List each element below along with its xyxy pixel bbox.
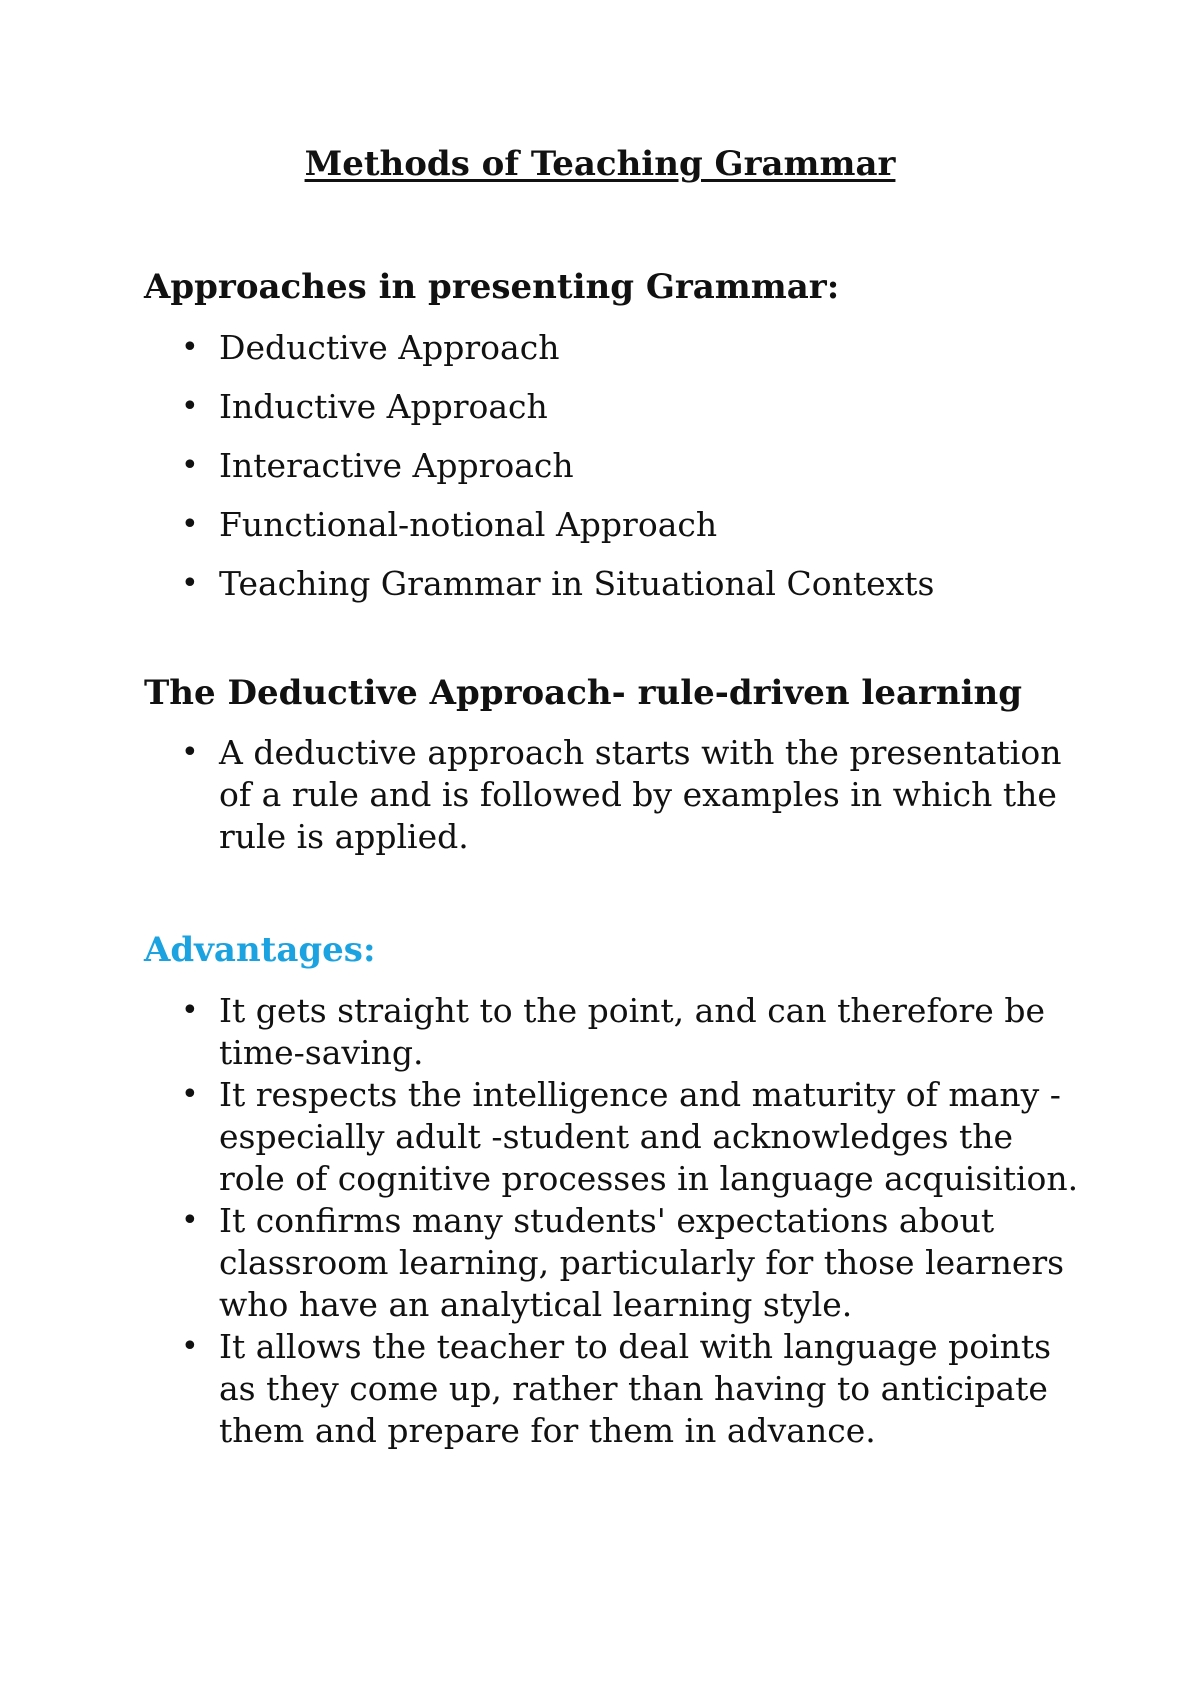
bullet-icon: • xyxy=(181,993,199,1028)
bullet-icon: • xyxy=(181,735,199,770)
deductive-list xyxy=(0,732,1200,858)
bullet-icon: • xyxy=(181,1203,199,1238)
bullet-icon: • xyxy=(181,448,199,483)
list-item-text: Teaching Grammar in Situational Contexts xyxy=(219,564,935,603)
bullet-icon: • xyxy=(181,566,199,601)
list-item-text: Deductive Approach xyxy=(219,328,560,367)
bullet-icon: • xyxy=(181,507,199,542)
bullet-icon: • xyxy=(181,1077,199,1112)
list-item xyxy=(0,445,1079,504)
list-item xyxy=(0,386,1079,445)
list-item xyxy=(0,1074,1079,1200)
list-item-text: It gets straight to the point, and can therefore be time-saving. xyxy=(219,991,1045,1072)
list-item-text: Functional-notional Approach xyxy=(219,505,718,544)
list-item xyxy=(0,732,1079,858)
list-item xyxy=(0,1326,1079,1452)
list-item xyxy=(0,504,1079,563)
approaches-heading: Approaches in presenting Grammar: xyxy=(144,267,840,307)
list-item-text: It allows the teacher to deal with language points as they come up, rather than having to anticipate them and prepare for them in advance. xyxy=(219,1327,1052,1450)
list-item-text: Inductive Approach xyxy=(219,387,548,426)
list-item xyxy=(0,990,1079,1074)
list-item xyxy=(0,563,1079,622)
list-item-text: It confirms many students' expectations about classroom learning, particularly for those learners who have an analytical learning style. xyxy=(219,1201,1065,1324)
advantages-list xyxy=(0,990,1200,1452)
approaches-list xyxy=(0,327,1200,622)
bullet-icon: • xyxy=(181,389,199,424)
page-title: Methods of Teaching Grammar xyxy=(304,144,896,184)
list-item-text: Interactive Approach xyxy=(219,446,574,485)
bullet-icon: • xyxy=(181,330,199,365)
bullet-icon: • xyxy=(181,1329,199,1364)
list-item xyxy=(0,327,1079,386)
list-item-text: It respects the intelligence and maturity of many - especially adult -student and acknowledges the role of cognitive processes in language acquisition. xyxy=(219,1075,1079,1198)
advantages-heading: Advantages: xyxy=(144,930,376,970)
list-item-text: A deductive approach starts with the presentation of a rule and is followed by examples in which the rule is applied. xyxy=(219,733,1062,856)
deductive-heading: The Deductive Approach- rule-driven learning xyxy=(144,673,1023,713)
list-item xyxy=(0,1200,1079,1326)
